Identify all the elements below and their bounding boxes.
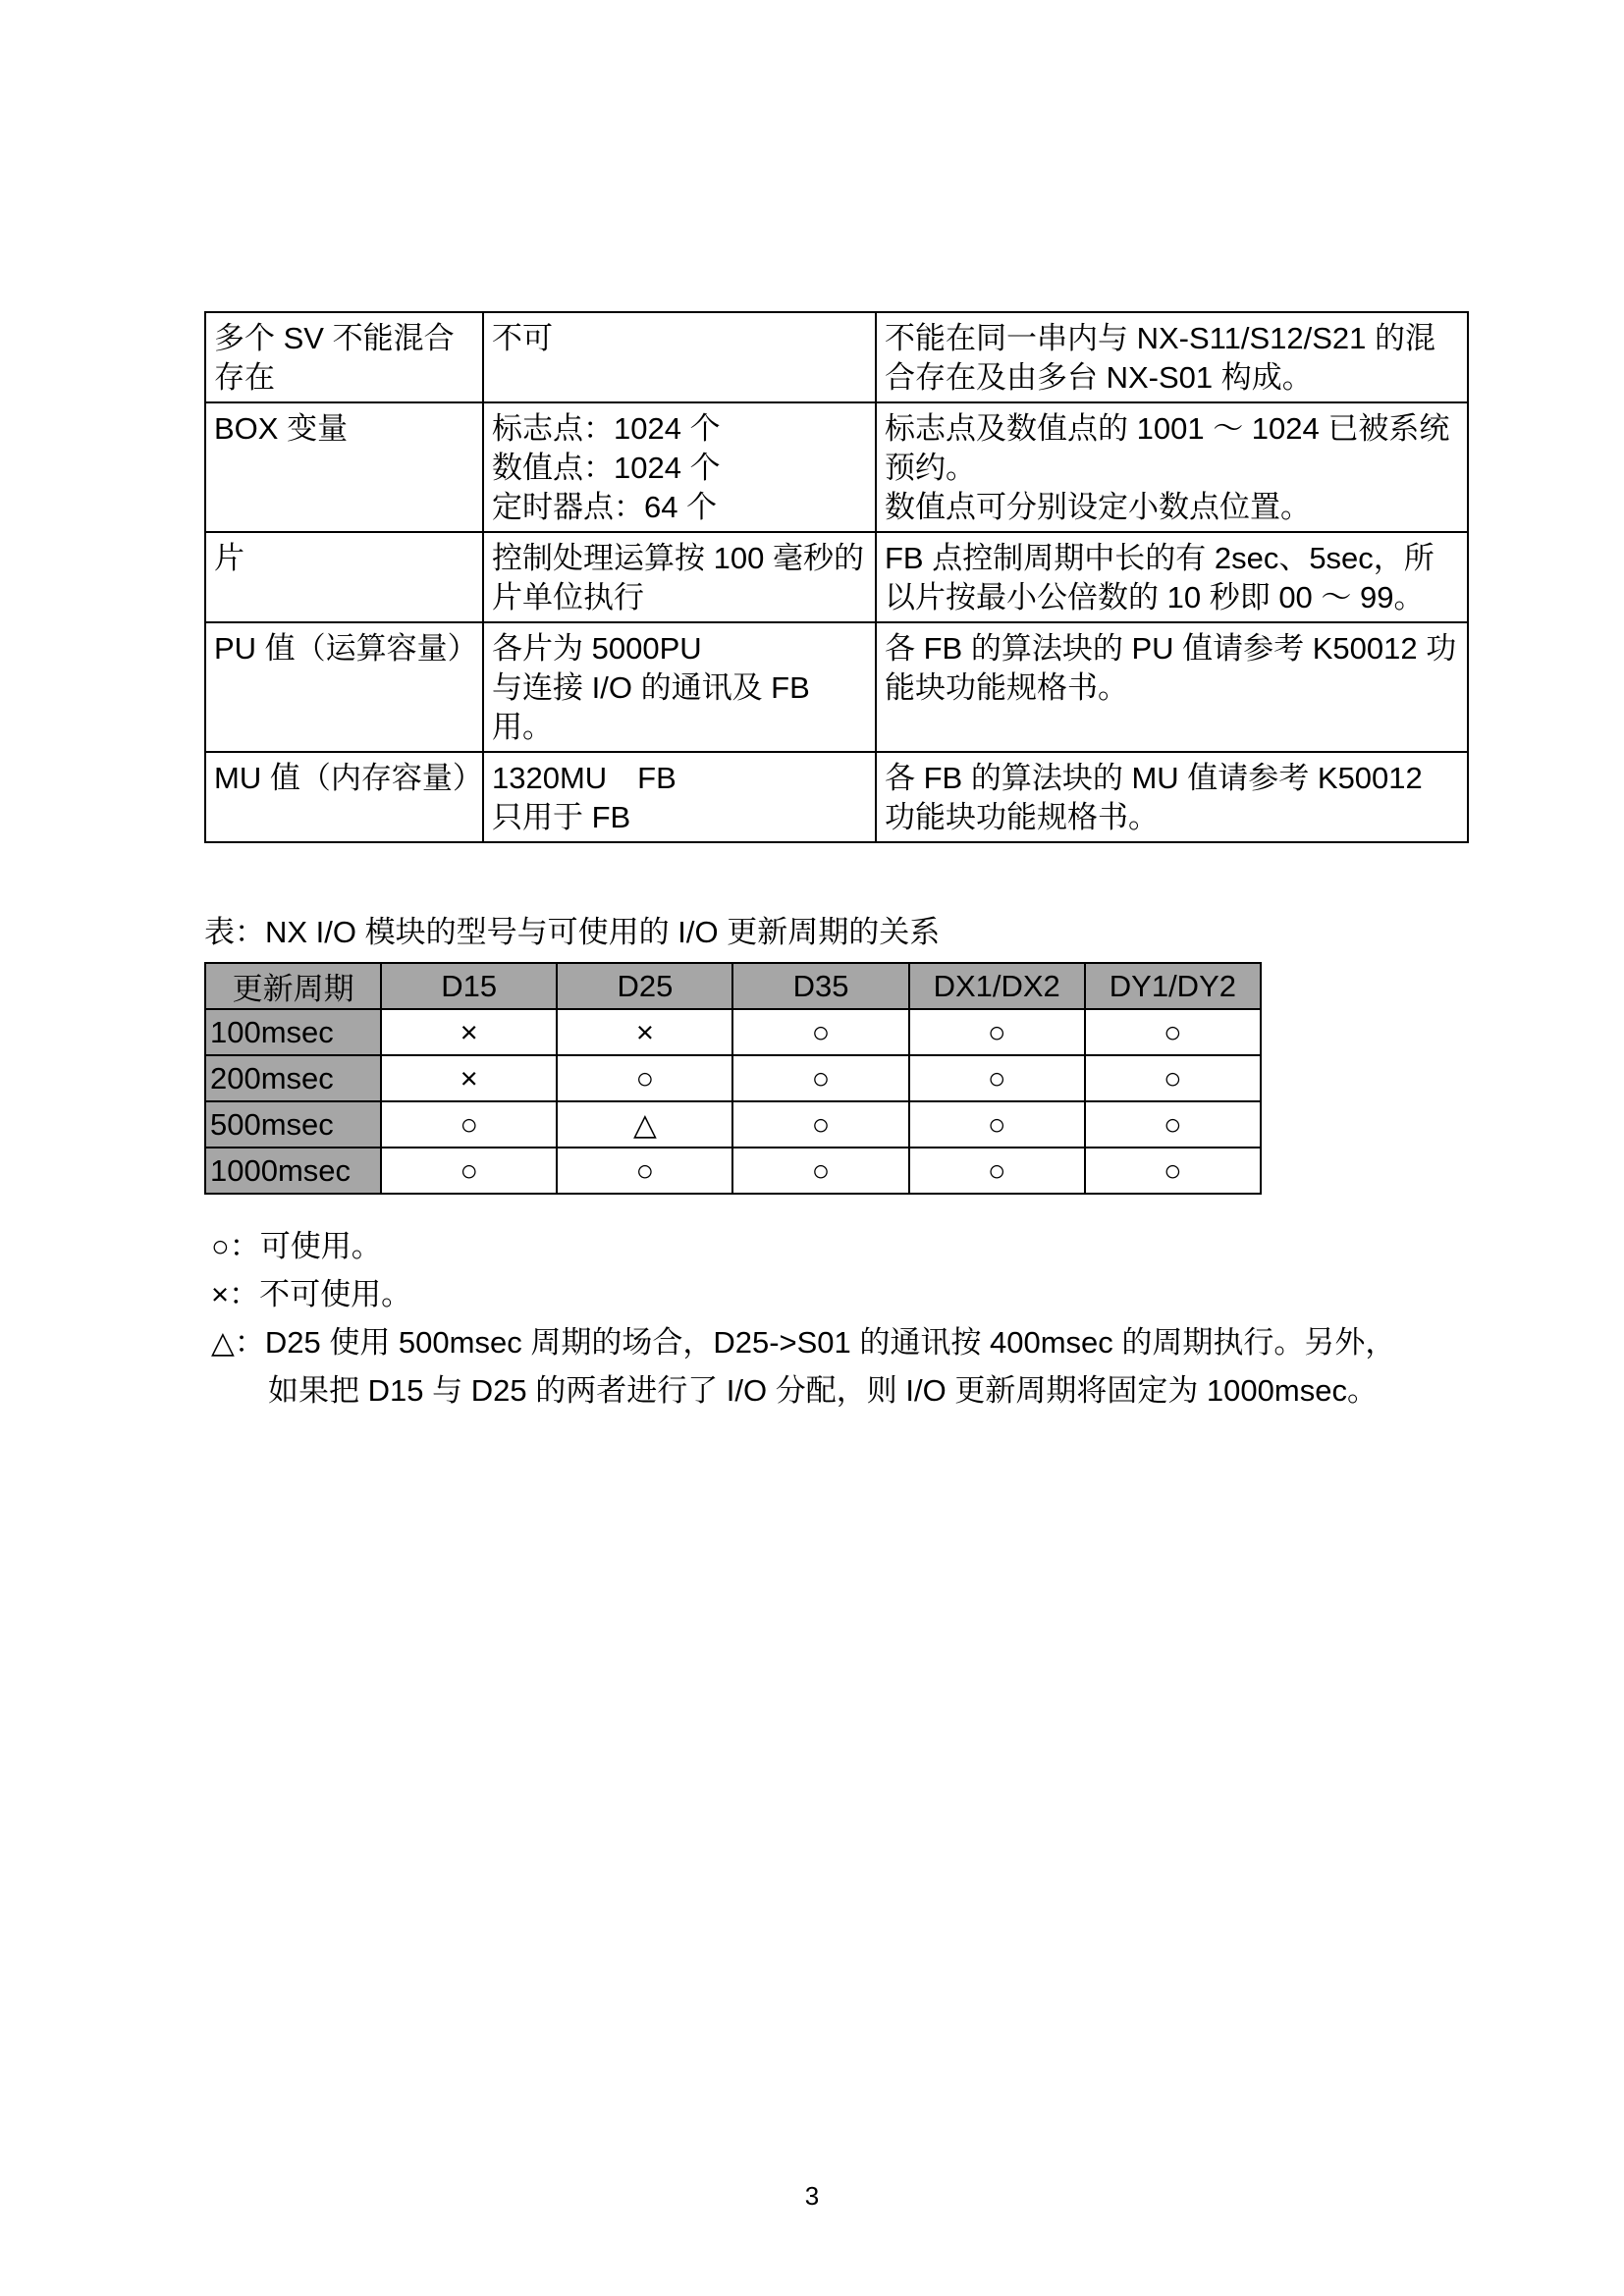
column-header: DY1/DY2 [1085, 963, 1261, 1009]
table-cell: ○ [909, 1101, 1085, 1148]
spec-note: FB 点控制周期中长的有 2sec、5sec，所以片按最小公倍数的 10 秒即 00 ～ 99。 [876, 532, 1468, 622]
table-row [205, 752, 1468, 842]
spec-value: 1320MU FB 只用于 FB [483, 752, 876, 842]
spec-item: MU 值（内存容量） [205, 752, 483, 842]
spec-item: 片 [205, 532, 483, 622]
table-cell: ○ [1085, 1055, 1261, 1101]
table-cell: ○ [909, 1055, 1085, 1101]
io-cycle-table [204, 962, 1262, 1195]
table-cell: × [381, 1055, 557, 1101]
table-row [205, 402, 1468, 532]
spec-value: 不可 [483, 312, 876, 402]
table-cell: ○ [557, 1148, 732, 1194]
table-cell: ○ [1085, 1148, 1261, 1194]
spec-item: PU 值（运算容量） [205, 622, 483, 752]
row-header: 200msec [205, 1055, 381, 1101]
spec-item: BOX 变量 [205, 402, 483, 532]
legend-triangle: △：D25 使用 500msec 周期的场合，D25->S01 的通讯按 400msec 的周期执行。另外， [211, 1325, 1396, 1360]
row-header: 1000msec [205, 1148, 381, 1194]
table-cell: ○ [1085, 1101, 1261, 1148]
row-header: 500msec [205, 1101, 381, 1148]
spec-table [204, 311, 1469, 843]
table-cell: ○ [1085, 1009, 1261, 1055]
table-row [205, 1148, 1261, 1194]
table-cell: △ [557, 1101, 732, 1148]
table-row [205, 1101, 1261, 1148]
table-row [205, 532, 1468, 622]
table-row [205, 1009, 1261, 1055]
row-header: 100msec [205, 1009, 381, 1055]
legend-circle: ○：可使用。 [211, 1229, 382, 1263]
spec-note: 各 FB 的算法块的 MU 值请参考 K50012 功能块功能规格书。 [876, 752, 1468, 842]
table-cell: ○ [732, 1148, 908, 1194]
spec-note: 标志点及数值点的 1001 ～ 1024 已被系统预约。 数值点可分别设定小数点位置。 [876, 402, 1468, 532]
table-cell: ○ [732, 1101, 908, 1148]
spec-value: 标志点：1024 个 数值点：1024 个 定时器点：64 个 [483, 402, 876, 532]
table-row [205, 622, 1468, 752]
column-header: D15 [381, 963, 557, 1009]
spec-note: 不能在同一串内与 NX-S11/S12/S21 的混合存在及由多台 NX-S01 构成。 [876, 312, 1468, 402]
table-cell: ○ [732, 1009, 908, 1055]
column-header: 更新周期 [205, 963, 381, 1009]
spec-item: 多个 SV 不能混合存在 [205, 312, 483, 402]
spec-value: 各片为 5000PU 与连接 I/O 的通讯及 FB 用。 [483, 622, 876, 752]
spec-value: 控制处理运算按 100 毫秒的片单位执行 [483, 532, 876, 622]
column-header: DX1/DX2 [909, 963, 1085, 1009]
table-header-row [205, 963, 1261, 1009]
table-cell: ○ [732, 1055, 908, 1101]
table-cell: ○ [381, 1101, 557, 1148]
table-caption: 表：NX I/O 模块的型号与可使用的 I/O 更新周期的关系 [204, 915, 941, 949]
page-number: 3 [804, 2181, 820, 2211]
table-cell: ○ [909, 1148, 1085, 1194]
table-cell: ○ [909, 1009, 1085, 1055]
table-cell: × [381, 1009, 557, 1055]
column-header: D25 [557, 963, 732, 1009]
table-row [205, 312, 1468, 402]
legend-triangle-continued: 如果把 D15 与 D25 的两者进行了 I/O 分配，则 I/O 更新周期将固定为 1000msec。 [268, 1373, 1378, 1408]
table-row [205, 1055, 1261, 1101]
column-header: D35 [732, 963, 908, 1009]
spec-note: 各 FB 的算法块的 PU 值请参考 K50012 功能块功能规格书。 [876, 622, 1468, 752]
table-cell: ○ [381, 1148, 557, 1194]
table-cell: ○ [557, 1055, 732, 1101]
legend-cross: ×：不可使用。 [211, 1277, 412, 1311]
legend [211, 1222, 1395, 1415]
table-cell: × [557, 1009, 732, 1055]
